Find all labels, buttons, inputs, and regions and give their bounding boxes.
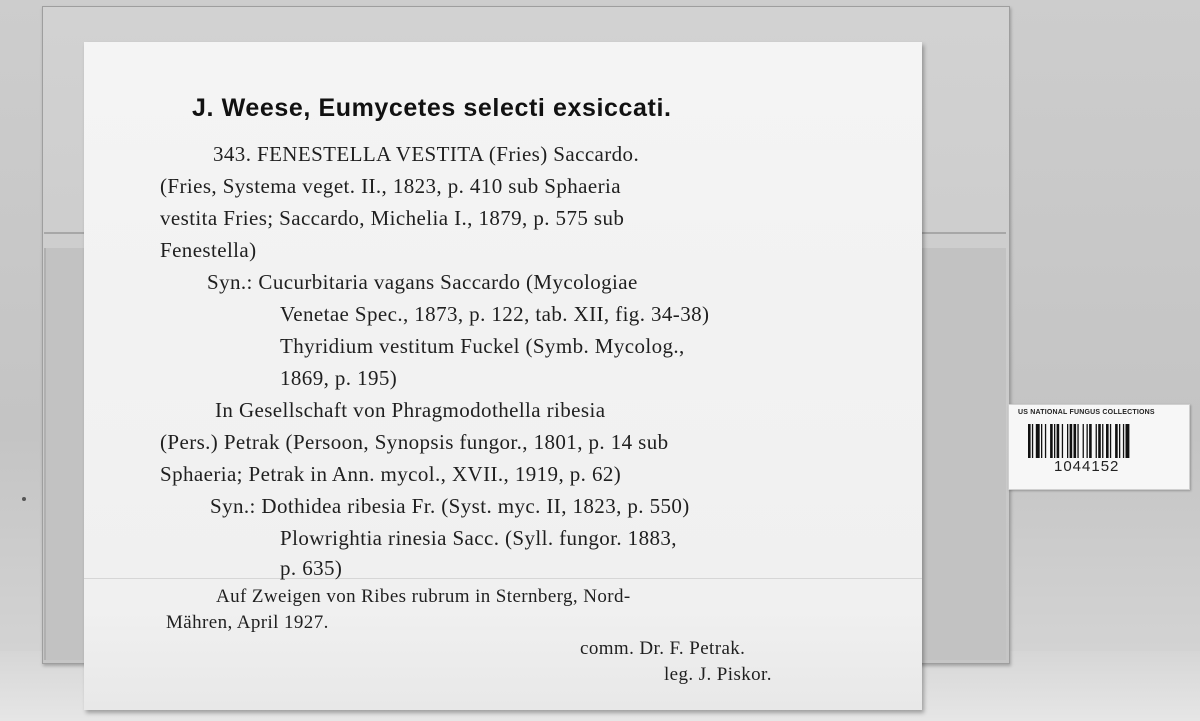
label-line: (Pers.) Petrak (Persoon, Synopsis fungor., 1801, p. 14 sub [160,430,669,454]
label-line-locality: Mähren, April 1927. [166,612,329,633]
label-line: Plowrightia rinesia Sacc. (Syll. fungor. 1883, [280,526,677,550]
label-line: Fenestella) [160,238,257,262]
barcode-number: 1044152 [1054,458,1120,475]
label-line-species: 343. FENESTELLA VESTITA (Fries) Saccardo. [213,142,640,166]
label-line-synonym: Syn.: Dothidea ribesia Fr. (Syst. myc. II, 1823, p. 550) [210,494,690,518]
label-line-synonym: Syn.: Cucurbitaria vagans Saccardo (Mycologiae [207,270,638,294]
label-line: Venetae Spec., 1873, p. 122, tab. XII, fig. 34-38) [280,302,710,326]
barcode-icon [1028,424,1174,458]
label-line-association: In Gesellschaft von Phragmodothella ribesia [215,398,606,422]
label-line: p. 635) [280,556,343,580]
label-line: 1869, p. 195) [280,366,398,390]
dust-speck [22,497,26,501]
label-fold-line [84,578,922,579]
label-line-locality: Auf Zweigen von Ribes rubrum in Sternberg, Nord- [216,586,631,607]
barcode-caption: US NATIONAL FUNGUS COLLECTIONS [1018,409,1155,416]
label-line: Thyridium vestitum Fuckel (Symb. Mycolog., [280,334,685,358]
label-line: (Fries, Systema veget. II., 1823, p. 410 sub Sphaeria [160,174,621,198]
label-line: vestita Fries; Saccardo, Michelia I., 1879, p. 575 sub [160,206,625,230]
label-line-communicator: comm. Dr. F. Petrak. [580,638,746,659]
label-line-collector: leg. J. Piskor. [664,664,772,685]
label-title: J. Weese, Eumycetes selecti exsiccati. [192,94,672,122]
label-line: Sphaeria; Petrak in Ann. mycol., XVII., 1919, p. 62) [160,462,622,486]
